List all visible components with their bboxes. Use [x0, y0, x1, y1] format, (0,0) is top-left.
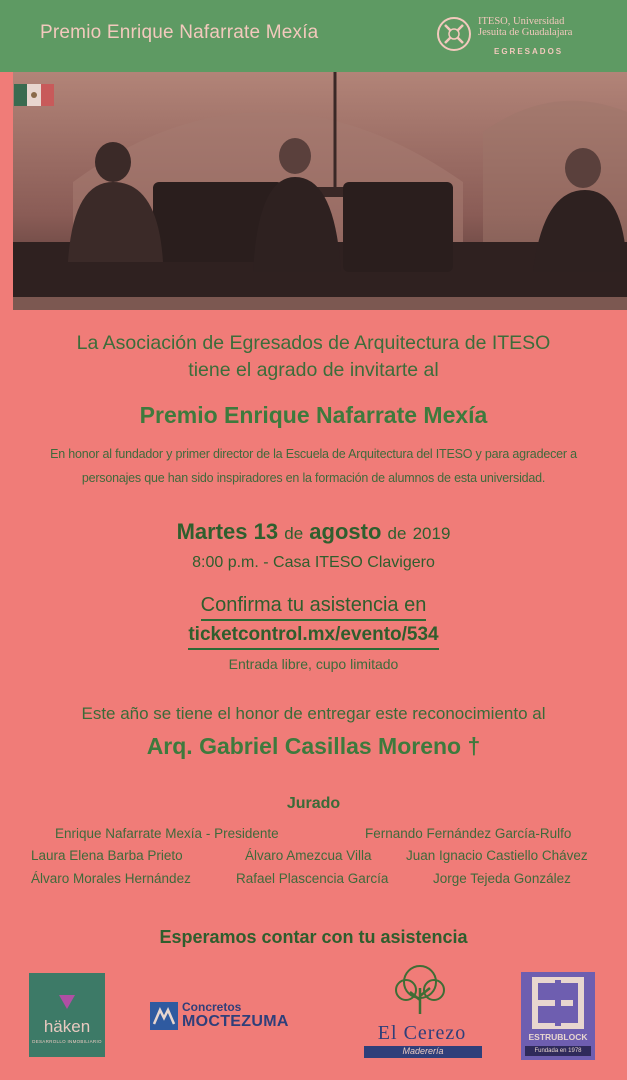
iteso-name-line1: ITESO, Universidad: [478, 16, 565, 27]
honoree-intro: Este año se tiene el honor de entregar este reconocimiento al: [81, 704, 546, 723]
rsvp-title-text: Confirma tu asistencia en: [201, 594, 427, 621]
date-day: 13: [253, 519, 279, 544]
jury-member: Álvaro Morales Hernández: [31, 871, 191, 886]
cerezo-sub: Maderería: [364, 1046, 482, 1058]
date-weekday: Martes: [176, 519, 248, 544]
jury-member: Álvaro Amezcua Villa: [245, 848, 372, 863]
header-title: Premio Enrique Nafarrate Mexía: [40, 22, 319, 43]
event-date: [0, 519, 627, 545]
haken-sub: DESARROLLO INMOBILIARIO: [32, 1039, 102, 1044]
mexico-flag-icon: [14, 84, 54, 106]
header-bar: [0, 0, 627, 72]
honor-line-1: En honor al fundador y primer director de la Escuela de Arquitectura del ITESO y para agradecer a: [50, 447, 577, 461]
date-de-1: de: [284, 524, 304, 543]
iteso-seal-icon: [436, 16, 472, 52]
honor-line-2: personajes que han sido inspiradores en la formación de alumnos de esta universidad.: [81, 471, 546, 485]
intro-line-2: tiene el agrado de invitarte al: [188, 359, 439, 381]
event-photo-image: [13, 72, 627, 310]
jury-member: Fernando Fernández García-Rulfo: [365, 826, 572, 841]
honor-description: [30, 442, 597, 490]
event-time-place: 8:00 p.m. - Casa ITESO Clavigero: [192, 554, 435, 571]
haken-triangle-icon: [29, 973, 105, 1057]
iteso-egresados: EGRESADOS: [494, 47, 564, 56]
estrublock-name: ESTRUBLOCK: [528, 1032, 588, 1042]
cerezo-logo: [360, 964, 484, 1060]
iteso-logo: [436, 14, 611, 62]
moctezuma-line1: Concretos: [182, 1000, 242, 1014]
date-de-2: de: [387, 524, 407, 543]
moctezuma-line2: MOCTEZUMA: [182, 1013, 289, 1030]
moctezuma-icon: [150, 1002, 178, 1030]
cerezo-name: El Cerezo: [377, 1022, 467, 1044]
closing-text: Esperamos contar con tu asistencia: [159, 927, 468, 947]
haken-name: häken: [43, 1017, 91, 1036]
jury-member: Laura Elena Barba Prieto: [31, 848, 183, 863]
date-year: 2019: [412, 524, 451, 543]
entry-note: Entrada libre, cupo limitado: [228, 656, 399, 672]
intro-text: [0, 330, 627, 384]
estrublock-logo: [521, 972, 595, 1060]
jury-member: Juan Ignacio Castiello Chávez: [406, 848, 588, 863]
rsvp-title: [0, 594, 627, 621]
date-month: agosto: [309, 519, 382, 544]
moctezuma-logo: [150, 998, 325, 1034]
haken-logo: [29, 973, 105, 1057]
rsvp-link: [0, 624, 627, 650]
intro-line-1: La Asociación de Egresados de Arquitectura de ITESO: [76, 332, 551, 354]
jury-member: Enrique Nafarrate Mexía - Presidente: [55, 826, 279, 841]
award-name: Premio Enrique Nafarrate Mexía: [139, 402, 488, 428]
event-photo: [13, 72, 627, 310]
iteso-name: [478, 16, 572, 38]
jury-member: Jorge Tejeda González: [433, 871, 571, 886]
honoree-name: Arq. Gabriel Casillas Moreno †: [146, 733, 481, 759]
tree-icon: [388, 964, 452, 1018]
rsvp-link-text[interactable]: ticketcontrol.mx/evento/534: [188, 624, 438, 650]
jury-title: Jurado: [286, 795, 341, 812]
iteso-name-line2: Jesuita de Guadalajara: [478, 27, 573, 38]
estrublock-sub: Fundada en 1978: [525, 1046, 591, 1056]
jury-member: Rafael Plascencia García: [236, 871, 389, 886]
